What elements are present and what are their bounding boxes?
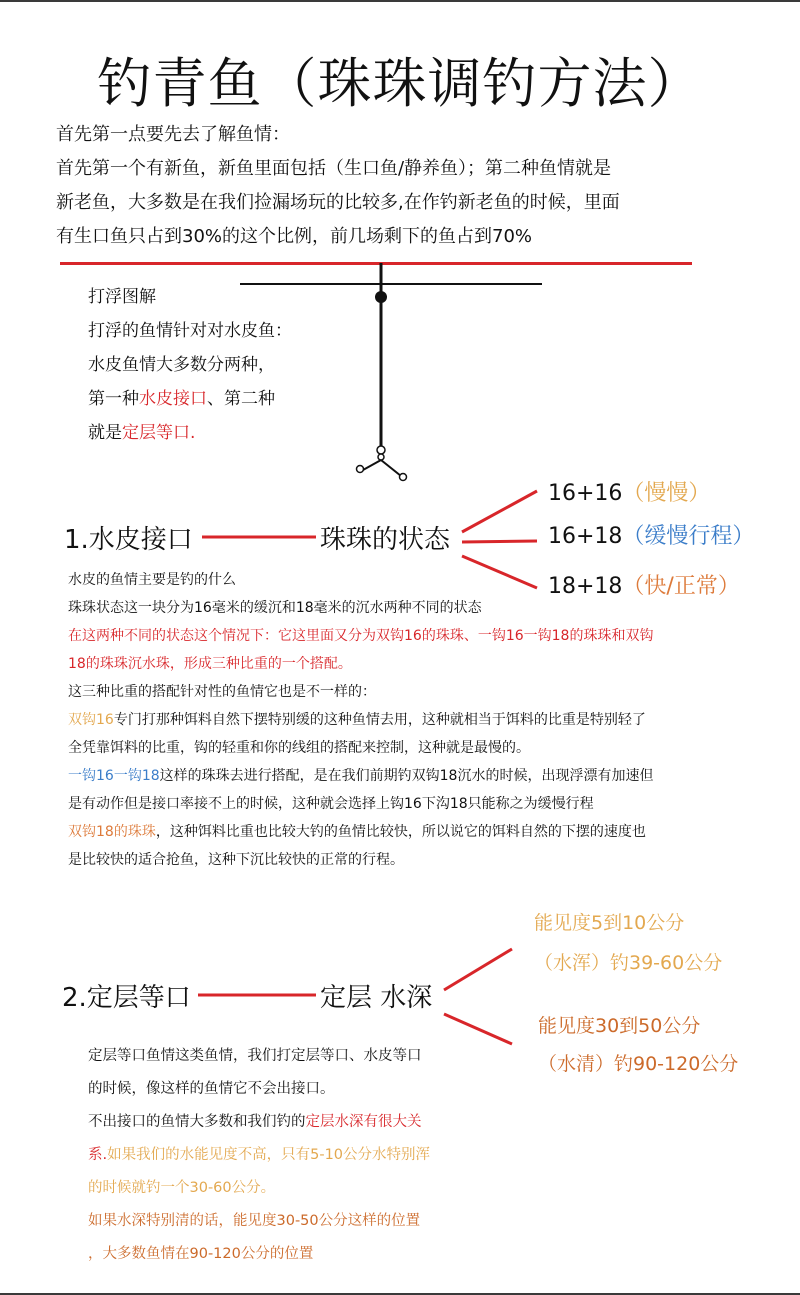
section2-branch-line: （水清）钓90-120公分 (538, 1053, 739, 1075)
float-diagram-text (88, 280, 292, 450)
page-title: 钓青鱼（珠珠调钓方法） (97, 52, 703, 116)
section2-branch-line: 能见度5到10公分 (534, 912, 685, 934)
text: 就是 (88, 423, 122, 443)
highlight-gold: 如果我们的水能见度不高，只有5-10公分水特别浑 (107, 1147, 431, 1163)
body-line: 这三种比重的搭配针对性的鱼情它也是不一样的： (68, 684, 376, 700)
float-diagram-line (88, 416, 292, 450)
highlight-orange: 双钩18的珠珠 (68, 824, 156, 840)
float-diagram-line: 水皮鱼情大多数分两种， (88, 355, 275, 375)
highlight-red: 定层等口. (122, 423, 196, 443)
highlight-blue: 一钩16一钩18 (68, 768, 160, 784)
body-line: 的时候就钓一个30-60公分。 (88, 1180, 276, 1196)
branch-label: （慢慢） (622, 481, 711, 506)
float-diagram-line: 打浮的鱼情针对对水皮鱼： (88, 321, 292, 341)
section2-branch-line: 能见度30到50公分 (538, 1015, 701, 1037)
body-line: 水皮的鱼情主要是钓的什么 (68, 572, 236, 588)
body-line: 如果水深特别清的话，能见度30-50公分这样的位置 (88, 1213, 421, 1229)
branch-combo: 18+18 (548, 574, 623, 599)
body-line (88, 1139, 430, 1172)
float-diagram-heading: 打浮图解 (88, 287, 156, 307)
body-line: 是比较快的适合抢鱼，这种下沉比较快的正常的行程。 (68, 852, 404, 868)
section2-node: 定层 水深 (320, 983, 433, 1013)
body-line: 定层等口鱼情这类鱼情，我们打定层等口、水皮等口 (88, 1048, 422, 1064)
body-line: 在这两种不同的状态这个情况下：它这里面又分为双钩16的珠珠、一钩16一钩18的珠珠和双钩 (68, 628, 654, 644)
highlight-gold: 双钩16 (68, 712, 114, 728)
body-line (68, 762, 653, 790)
section1-heading: 1.水皮接口 (64, 525, 193, 555)
branch-combo: 16+18 (548, 524, 623, 549)
float-diagram-line (88, 382, 292, 416)
section1-node: 珠珠的状态 (320, 525, 451, 555)
highlight-red: 定层水深有很大关 (305, 1114, 422, 1130)
section1-branch (548, 476, 710, 507)
section2-heading: 2.定层等口 (62, 983, 191, 1013)
highlight-red: 水皮接口 (139, 389, 207, 409)
text: 这样的珠珠去进行搭配，是在我们前期钓双钩18沉水的时候，出现浮漂有加速但 (159, 768, 654, 784)
body-line (68, 818, 653, 846)
branch-combo: 16+16 (548, 481, 623, 506)
branch-label: （快/正常） (622, 574, 740, 599)
text: 、第二种 (207, 389, 275, 409)
intro-line: 有生口鱼只占到30%的这个比例，前几场剩下的鱼占到70% (56, 226, 533, 247)
text: ，这种饵料比重也比较大钓的鱼情比较快，所以说它的饵料自然的下摆的速度也 (155, 824, 646, 840)
section1-body (68, 566, 653, 874)
highlight-red: 系. (88, 1147, 108, 1163)
text: 第一种 (88, 389, 139, 409)
body-line: ，大多数鱼情在90-120公分的位置 (88, 1246, 314, 1262)
intro-line: 首先第一点要先去了解鱼情： (56, 124, 290, 145)
body-line: 是有动作但是接口率接不上的时候，这种就会选择上钩16下沟18只能称之为缓慢行程 (68, 796, 594, 812)
section2-body (88, 1040, 430, 1271)
intro-line: 新老鱼，大多数是在我们捡漏场玩的比较多,在作钓新老鱼的时候，里面 (56, 192, 620, 213)
text: 不出接口的鱼情大多数和我们钓的 (88, 1114, 306, 1130)
branch-label: （缓慢行程） (622, 524, 755, 549)
body-line: 全凭靠饵料的比重，钩的轻重和你的线组的搭配来控制，这种就是最慢的。 (68, 740, 530, 756)
body-line (68, 706, 653, 734)
body-line (88, 1106, 430, 1139)
body-line: 18的珠珠沉水珠，形成三种比重的一个搭配。 (68, 656, 352, 672)
section1-branch (548, 519, 754, 550)
intro-line: 首先第一个有新鱼，新鱼里面包括（生口鱼/静养鱼）；第二种鱼情就是 (56, 158, 612, 179)
text: 专门打那种饵料自然下摆特别缓的这种鱼情去用，这种就相当于饵料的比重是特别轻了 (113, 712, 646, 728)
section2-branch-line: （水浑）钓39-60公分 (534, 952, 723, 974)
body-line: 的时候，像这样的鱼情它不会出接口。 (88, 1081, 335, 1097)
body-line: 珠珠状态这一块分为16毫米的缓沉和18毫米的沉水两种不同的状态 (68, 600, 482, 616)
